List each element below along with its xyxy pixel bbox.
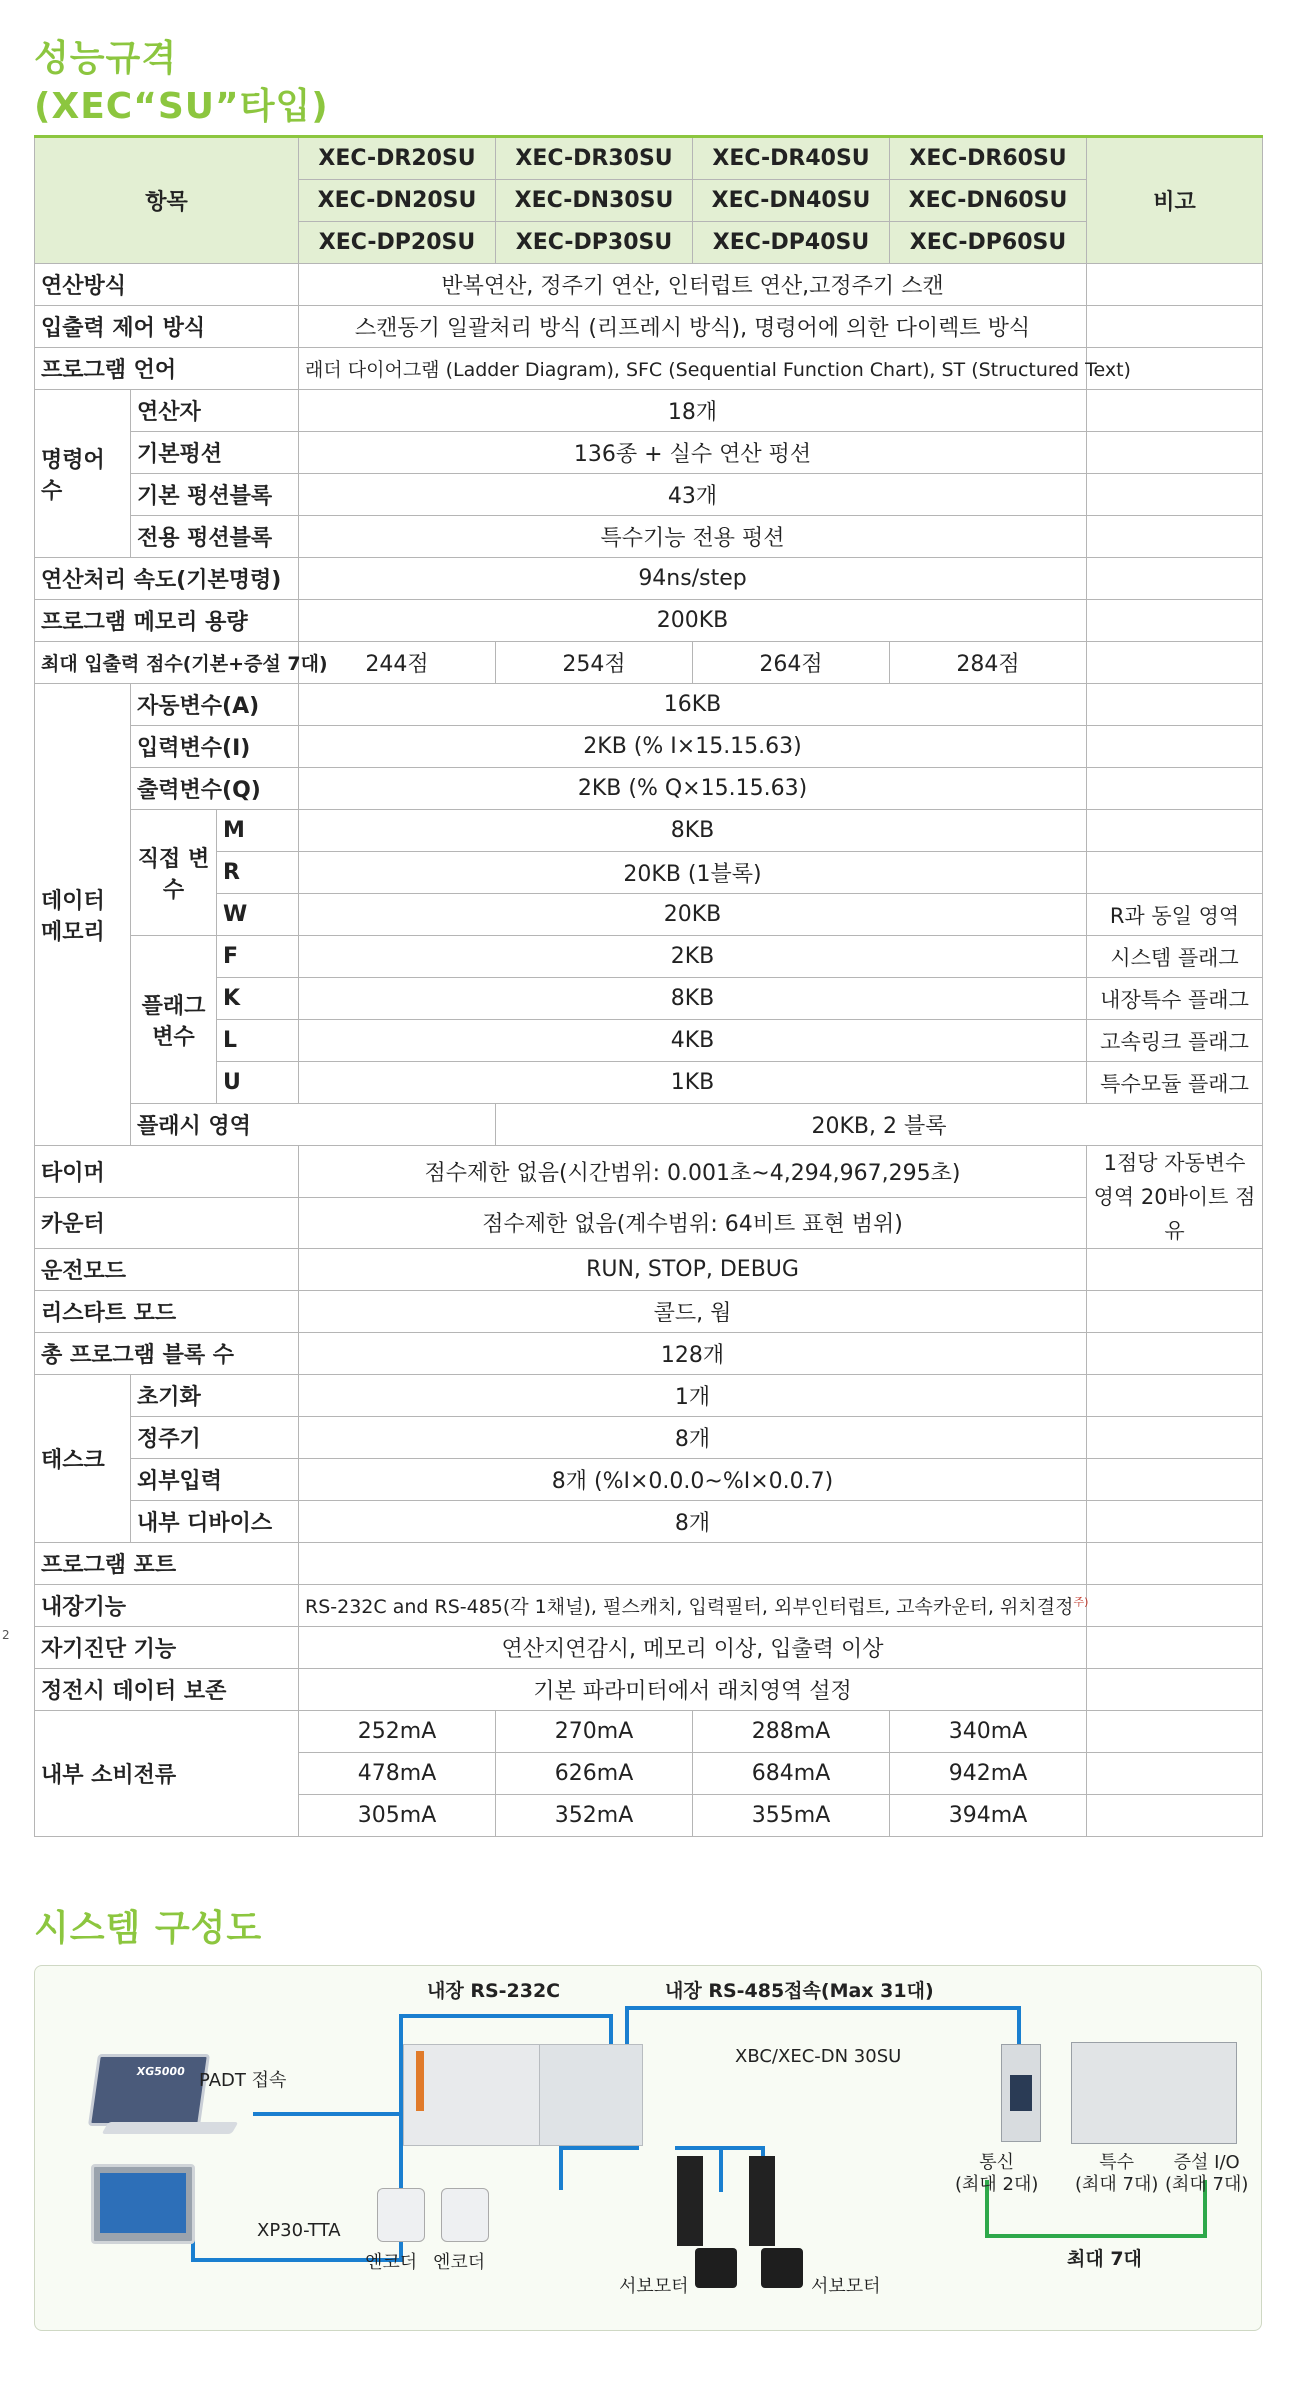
laptop-keyboard [102, 2122, 239, 2134]
row-value: 반복연산, 정주기 연산, 인터럽트 연산,고정주기 스캔 [299, 264, 1087, 306]
servo-motor-icon [695, 2248, 737, 2288]
row-value: 244점 [299, 642, 496, 684]
row-value: 점수제한 없음(계수범위: 64비트 표현 범위) [299, 1197, 1087, 1249]
table-row [35, 894, 1263, 936]
row-note [1087, 474, 1263, 516]
table-row [35, 1291, 1263, 1333]
servo-drive-icon [677, 2156, 703, 2246]
row-value: 128개 [299, 1333, 1087, 1375]
row-value: 20KB (1블록) [299, 852, 1087, 894]
model-cell: XEC-DP60SU [890, 222, 1087, 264]
row-value: 20KB [299, 894, 1087, 936]
table-row [35, 1627, 1263, 1669]
row-value: 352mA [496, 1795, 693, 1837]
row-value: 200KB [299, 600, 1087, 642]
row-label: 플래시 영역 [131, 1104, 496, 1146]
row-value: 16KB [299, 684, 1087, 726]
sub-label: 기본펑션 [131, 432, 299, 474]
servo-label: 서보모터 [619, 2276, 689, 2297]
row-value: 394mA [890, 1795, 1087, 1837]
row-note [1087, 516, 1263, 558]
hmi-screen [100, 2173, 186, 2233]
sub-label: 전용 펑션블록 [131, 516, 299, 558]
system-diagram [34, 1965, 1262, 2331]
table-row [35, 726, 1263, 768]
row-value: 1개 [299, 1375, 1087, 1417]
row-value: 연산지연감시, 메모리 이상, 입출력 이상 [299, 1627, 1087, 1669]
row-note [1087, 1795, 1263, 1837]
servo-motor-icon [761, 2248, 803, 2288]
row-label: 최대 입출력 점수(기본+증설 7대) [35, 642, 299, 684]
sub-label: W [217, 894, 299, 936]
header-item: 항목 [35, 137, 299, 264]
table-row [35, 264, 1263, 306]
row-note [1087, 810, 1263, 852]
header-note: 비고 [1087, 137, 1263, 264]
row-value: 8개 (%I×0.0.0~%I×0.0.7) [299, 1459, 1087, 1501]
enc-line-h [559, 2146, 639, 2150]
model-cell: XEC-DP40SU [693, 222, 890, 264]
rs485-line [625, 2006, 1021, 2010]
row-value: 4KB [299, 1020, 1087, 1062]
sub-label: 기본 펑션블록 [131, 474, 299, 516]
row-value: 340mA [890, 1711, 1087, 1753]
row-value: 478mA [299, 1753, 496, 1795]
encoder-label: 엔코더 [365, 2252, 418, 2273]
table-row [35, 1585, 1263, 1627]
row-value: 20KB, 2 블록 [496, 1104, 1263, 1146]
row-value: 288mA [693, 1711, 890, 1753]
row-note [1087, 1627, 1263, 1669]
row-label: 프로그램 메모리 용량 [35, 600, 299, 642]
row-label: 총 프로그램 블록 수 [35, 1333, 299, 1375]
model-cell: XEC-DP20SU [299, 222, 496, 264]
row-label: 입출력 제어 방식 [35, 306, 299, 348]
sub-label: 정주기 [131, 1417, 299, 1459]
row-label: 내장기능 [35, 1585, 299, 1627]
row-value: 305mA [299, 1795, 496, 1837]
row-label: 연산처리 속도(기본명령) [35, 558, 299, 600]
row-note [1087, 1501, 1263, 1543]
table-row [35, 1459, 1263, 1501]
table-row [35, 474, 1263, 516]
comm-module-icon [1001, 2044, 1041, 2142]
rs232-line-top [399, 2014, 613, 2018]
row-label: 운전모드 [35, 1249, 299, 1291]
row-value: 특수기능 전용 펑션 [299, 516, 1087, 558]
builtin-text: RS-232C and RS-485(각 1채널), 펄스캐치, 입력필터, 외부인터럽트, 고속카운터, 위치결정 [305, 1596, 1074, 1618]
row-value [299, 1585, 1087, 1627]
group-label: 태스크 [35, 1375, 131, 1543]
sub-label: M [217, 810, 299, 852]
row-note: 고속링크 플래그 [1087, 1020, 1263, 1062]
row-note [1087, 1375, 1263, 1417]
row-label: 타이머 [35, 1146, 299, 1198]
row-note [1087, 684, 1263, 726]
row-value: 스캔동기 일괄처리 방식 (리프레시 방식), 명령어에 의한 다이렉트 방식 [299, 306, 1087, 348]
row-note [1087, 600, 1263, 642]
sub-label: 초기화 [131, 1375, 299, 1417]
row-note [1087, 306, 1263, 348]
row-note [1087, 390, 1263, 432]
row-value: 942mA [890, 1753, 1087, 1795]
row-note [1087, 558, 1263, 600]
row-value: 136종 + 실수 연산 펑션 [299, 432, 1087, 474]
row-note: 1점당 자동변수 영역 20바이트 점유 [1087, 1146, 1263, 1249]
row-note: 내장특수 플래그 [1087, 978, 1263, 1020]
page-number: 2 [2, 1628, 10, 1642]
row-note [1087, 1753, 1263, 1795]
enc-line [559, 2146, 563, 2190]
row-value: 8KB [299, 810, 1087, 852]
servo-drive-icon [749, 2156, 775, 2246]
row-value: 18개 [299, 390, 1087, 432]
row-value: 1KB [299, 1062, 1087, 1104]
rs232-drop [609, 2014, 613, 2044]
row-note [1087, 1711, 1263, 1753]
rs485-drop2 [1017, 2006, 1021, 2044]
row-value: 254점 [496, 642, 693, 684]
table-row [35, 1375, 1263, 1417]
group-label: 데이터 메모리 [35, 684, 131, 1146]
sub-label: K [217, 978, 299, 1020]
plc-label: XBC/XEC-DN 30SU [735, 2046, 902, 2067]
model-cell: XEC-DR20SU [299, 137, 496, 180]
encoder-icon [441, 2188, 489, 2242]
table-row [35, 1417, 1263, 1459]
row-label: 자기진단 기능 [35, 1627, 299, 1669]
laptop-icon [88, 2054, 210, 2126]
row-label: 정전시 데이터 보존 [35, 1669, 299, 1711]
table-row [35, 936, 1263, 978]
row-value: 래더 다이어그램 (Ladder Diagram), SFC (Sequential Function Chart), ST (Structured Text) [299, 348, 1087, 390]
table-row [35, 1249, 1263, 1291]
table-row [35, 642, 1263, 684]
model-cell: XEC-DN60SU [890, 180, 1087, 222]
comm-module-port [1010, 2075, 1032, 2111]
servo-label: 서보모터 [811, 2276, 881, 2297]
row-value: 8KB [299, 978, 1087, 1020]
hmi-label: XP30-TTA [257, 2220, 341, 2241]
table-row [35, 810, 1263, 852]
spec-table [34, 135, 1263, 1837]
row-note [1087, 1669, 1263, 1711]
row-value: 2KB (% Q×15.15.63) [299, 768, 1087, 810]
row-note [1087, 264, 1263, 306]
sub-label: 출력변수(Q) [131, 768, 299, 810]
row-value: 94ns/step [299, 558, 1087, 600]
sub-label: 입력변수(I) [131, 726, 299, 768]
table-row [35, 1711, 1263, 1753]
row-value: 284점 [890, 642, 1087, 684]
row-label: 리스타트 모드 [35, 1291, 299, 1333]
rs485-drop [625, 2006, 629, 2044]
row-note [1087, 1543, 1263, 1585]
table-row [35, 852, 1263, 894]
row-value: 2KB (% I×15.15.63) [299, 726, 1087, 768]
padt-label: PADT 접속 [199, 2070, 287, 2091]
table-row [35, 516, 1263, 558]
row-note: 특수모듈 플래그 [1087, 1062, 1263, 1104]
laptop-brand: XG5000 [135, 2065, 186, 2078]
table-row [35, 558, 1263, 600]
table-row [35, 600, 1263, 642]
sub-label: L [217, 1020, 299, 1062]
sub-label: F [217, 936, 299, 978]
row-value [299, 1543, 1087, 1585]
model-cell: XEC-DN20SU [299, 180, 496, 222]
table-row [35, 1020, 1263, 1062]
row-note [1087, 1249, 1263, 1291]
sub-label: 연산자 [131, 390, 299, 432]
padt-line [253, 2112, 401, 2116]
sub-label: 자동변수(A) [131, 684, 299, 726]
hmi-icon [91, 2164, 195, 2244]
row-value: 2KB [299, 936, 1087, 978]
row-value: 8개 [299, 1417, 1087, 1459]
row-value: 270mA [496, 1711, 693, 1753]
table-row [35, 684, 1263, 726]
row-note [1087, 1459, 1263, 1501]
table-row [35, 1197, 1263, 1249]
table-row [35, 390, 1263, 432]
row-value: 기본 파라미터에서 래치영역 설정 [299, 1669, 1087, 1711]
servo-drop1 [719, 2146, 723, 2192]
row-value: 264점 [693, 642, 890, 684]
model-cell: XEC-DN40SU [693, 180, 890, 222]
table-row [35, 137, 1263, 180]
comm-label: 통신 (최대 2대) [955, 2152, 1039, 2195]
row-value: 콜드, 웜 [299, 1291, 1087, 1333]
expansion-io-label: 증설 I/O (최대 7대) [1165, 2152, 1249, 2195]
model-cell: XEC-DP30SU [496, 222, 693, 264]
table-row [35, 768, 1263, 810]
model-cell: XEC-DN30SU [496, 180, 693, 222]
table-row [35, 1501, 1263, 1543]
row-value: 626mA [496, 1753, 693, 1795]
row-value: 355mA [693, 1795, 890, 1837]
group-label: 직접 변수 [131, 810, 217, 936]
row-note [1087, 1585, 1263, 1627]
group-label: 플래그 변수 [131, 936, 217, 1104]
table-row [35, 1104, 1263, 1146]
row-note [1087, 768, 1263, 810]
row-label: 카운터 [35, 1197, 299, 1249]
special-label: 특수 (최대 7대) [1075, 2152, 1159, 2195]
sub-label: 외부입력 [131, 1459, 299, 1501]
table-row [35, 1146, 1263, 1198]
rs485-label: 내장 RS-485접속(Max 31대) [665, 1980, 934, 2002]
table-row [35, 306, 1263, 348]
table-row [35, 432, 1263, 474]
row-note [1087, 642, 1263, 684]
row-note: R과 동일 영역 [1087, 894, 1263, 936]
row-note [1087, 1333, 1263, 1375]
row-note [1087, 1417, 1263, 1459]
table-row [35, 1669, 1263, 1711]
row-label: 프로그램 포트 [35, 1543, 299, 1585]
table-row [35, 978, 1263, 1020]
table-row [35, 348, 1263, 390]
plc-led-strip [416, 2051, 424, 2111]
row-label: 프로그램 언어 [35, 348, 299, 390]
spec-title-line1: 성능규격 [34, 38, 178, 79]
plc-icon [403, 2044, 541, 2146]
table-row [35, 1333, 1263, 1375]
group-label: 명령어 수 [35, 390, 131, 558]
max7-label: 최대 7대 [1067, 2248, 1142, 2270]
sub-label: R [217, 852, 299, 894]
row-note [1087, 726, 1263, 768]
expansion-rack-icon [1071, 2042, 1237, 2144]
table-row [35, 1062, 1263, 1104]
row-note [1087, 1291, 1263, 1333]
row-value: 43개 [299, 474, 1087, 516]
row-note [1087, 432, 1263, 474]
row-value: 점수제한 없음(시간범위: 0.001초~4,294,967,295초) [299, 1146, 1087, 1198]
table-row [35, 1543, 1263, 1585]
expansion-line [985, 2234, 1207, 2238]
footnote-mark: 주) [1073, 1595, 1089, 1609]
encoder-label: 엔코더 [433, 2252, 486, 2273]
row-label: 연산방식 [35, 264, 299, 306]
model-cell: XEC-DR40SU [693, 137, 890, 180]
row-note: 시스템 플래그 [1087, 936, 1263, 978]
encoder-icon [377, 2188, 425, 2242]
row-note [1087, 852, 1263, 894]
rs232-label: 내장 RS-232C [427, 1980, 561, 2002]
row-value: 8개 [299, 1501, 1087, 1543]
sub-label: U [217, 1062, 299, 1104]
row-value: RUN, STOP, DEBUG [299, 1249, 1087, 1291]
sub-label: 내부 디바이스 [131, 1501, 299, 1543]
model-cell: XEC-DR30SU [496, 137, 693, 180]
model-cell: XEC-DR60SU [890, 137, 1087, 180]
plc-module-icon [539, 2044, 643, 2146]
row-label: 내부 소비전류 [35, 1711, 299, 1837]
spec-title-line2: (XEC“SU”타입) [34, 86, 329, 127]
row-value: 684mA [693, 1753, 890, 1795]
system-title: 시스템 구성도 [34, 1908, 263, 1949]
row-value: 252mA [299, 1711, 496, 1753]
